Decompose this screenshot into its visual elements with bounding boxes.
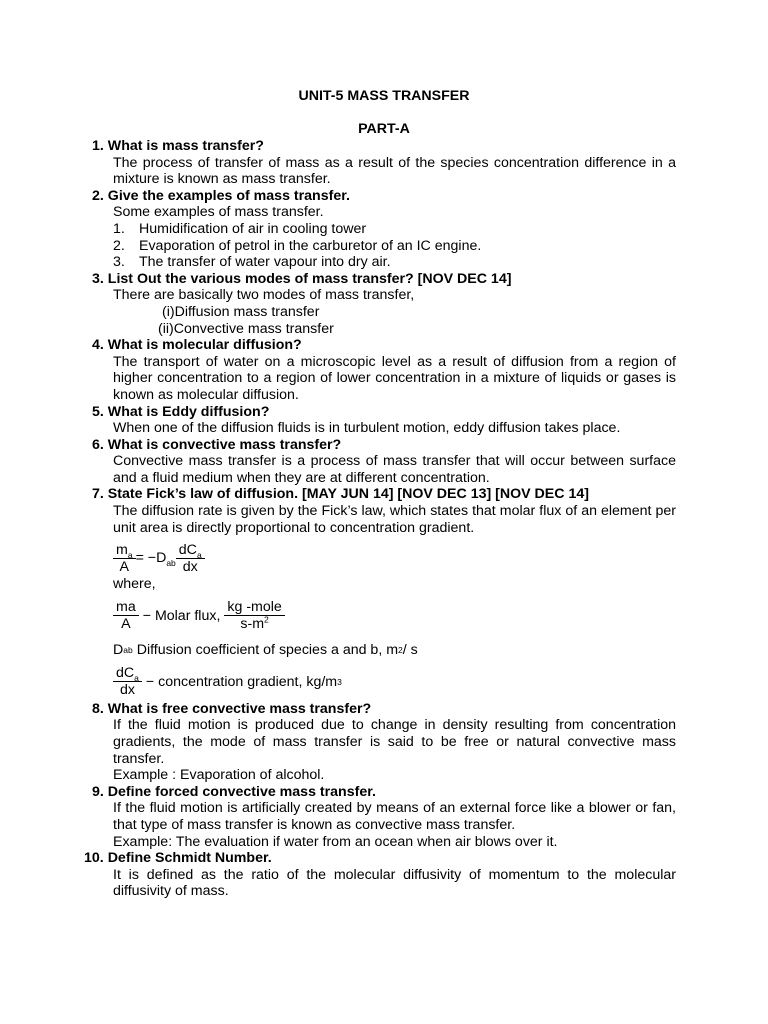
question-text: State Fick’s law of diffusion. [MAY JUN 14] [NOV DEC 13] [NOV DEC 14] <box>107 486 589 503</box>
list-text: Humidification of air in cooling tower <box>139 220 367 237</box>
answer-8: If the fluid motion is produced due to change in density resulting from concentration gradients, the mode of mass transfer is said to be free or natural convective mass transfer. <box>113 717 676 767</box>
question-1 <box>92 138 676 155</box>
question-3 <box>92 271 676 288</box>
question-2 <box>92 188 676 205</box>
answer-7: The diffusion rate is given by the Fick’s law, which states that molar flux of an element per unit area is directly proportional to concentration gradient. <box>113 503 676 536</box>
question-number: 8. <box>92 700 104 717</box>
question-4 <box>92 337 676 354</box>
question-10 <box>84 850 676 867</box>
question-text: What is convective mass transfer? <box>107 436 342 453</box>
fraction-concentration-gradient: $\frac{dC_a}{dx}$ <box>176 542 205 575</box>
question-6 <box>92 437 676 454</box>
question-number: 6. <box>92 436 104 453</box>
question-text: Define Schmidt Number. <box>107 850 272 867</box>
list-text: The transfer of water vapour into dry air. <box>139 254 391 271</box>
list-item <box>113 238 676 255</box>
question-number: 10. <box>84 850 104 867</box>
definition-diffusion-coefficient: D ab Diffusion coefficient of species a and b, m 2 / s <box>113 641 418 658</box>
definition-concentration-gradient: $\frac{dC_a}{dx}$ − concentration gradient, kg/m 3 <box>113 663 676 701</box>
fraction-molar-flux: $\frac{m_a}{A}$ <box>113 542 136 575</box>
list-text: Evaporation of petrol in the carburetor of an IC engine. <box>139 237 482 254</box>
answer-10: It is defined as the ratio of the molecular diffusivity of momentum to the molecular diffusivity of mass. <box>113 866 676 900</box>
unit-fraction: $\frac{\text{kg -mole}}{s-m^2}$ <box>224 599 284 632</box>
where-label: where, <box>113 576 156 593</box>
question-text: What is Eddy diffusion? <box>107 403 270 420</box>
unit-title: UNIT-5 MASS TRANSFER <box>298 88 470 104</box>
equals-diffusion-coefficient: = $-D_{ab}$ <box>135 549 176 568</box>
question-number: 1. <box>92 138 104 154</box>
question-text: Define forced convective mass transfer. <box>107 783 376 800</box>
answer-4: The transport of water on a microscopic level as a result of diffusion from a region of higher concentration to a region of lower concentration in a mixture of liquids or gases is known as molecular diffusion. <box>113 353 676 403</box>
list-number: 3. <box>113 254 125 271</box>
question-text: What is mass transfer? <box>107 138 264 154</box>
definition-molar-flux: $\frac{ma}{A}$ − Molar flux, $\frac{\text{kg -mole}}{s-m^2}$ <box>113 597 676 635</box>
example-8: Example : Evaporation of alcohol. <box>113 767 325 784</box>
ficks-law-equation <box>113 540 676 576</box>
question-number: 2. <box>92 187 104 204</box>
answer-2-intro: Some examples of mass transfer. <box>113 204 324 221</box>
answer-9: If the fluid motion is artificially created by means of an external force like a blower or fan, that type of mass transfer is known as convective mass transfer. <box>113 800 676 833</box>
question-text: What is molecular diffusion? <box>107 337 302 354</box>
mode-diffusion: (i)Diffusion mass transfer <box>162 303 320 320</box>
list-item <box>113 221 676 238</box>
question-number: 4. <box>92 337 104 354</box>
question-8 <box>92 701 676 718</box>
question-9 <box>92 784 676 801</box>
answer-5: When one of the diffusion fluids is in turbulent motion, eddy diffusion takes place. <box>113 420 621 437</box>
question-text: Give the examples of mass transfer. <box>107 187 350 204</box>
list-number: 1. <box>113 220 125 237</box>
question-7 <box>92 486 676 503</box>
question-number: 3. <box>92 270 104 287</box>
question-number: 9. <box>92 783 104 800</box>
question-text: List Out the various modes of mass transfer? [NOV DEC 14] <box>107 270 512 287</box>
list-number: 2. <box>113 237 125 254</box>
list-item <box>113 254 676 271</box>
answer-6: Convective mass transfer is a process of mass transfer that will occur between surface and a fluid medium when they are at different concentration. <box>113 453 676 486</box>
question-5 <box>92 404 676 421</box>
mode-convective: (ii)Convective mass transfer <box>158 320 334 337</box>
question-list <box>84 138 676 900</box>
answer-1: The process of transfer of mass as a result of the species concentration difference in a mixture is known as mass transfer. <box>113 154 676 188</box>
question-text: What is free convective mass transfer? <box>107 700 372 717</box>
answer-3-intro: There are basically two modes of mass transfer, <box>113 287 415 304</box>
example-9: Example: The evaluation if water from an ocean when air blows over it. <box>113 833 558 850</box>
question-number: 7. <box>92 486 104 503</box>
part-heading: PART-A <box>358 121 410 137</box>
question-number: 5. <box>92 403 104 420</box>
